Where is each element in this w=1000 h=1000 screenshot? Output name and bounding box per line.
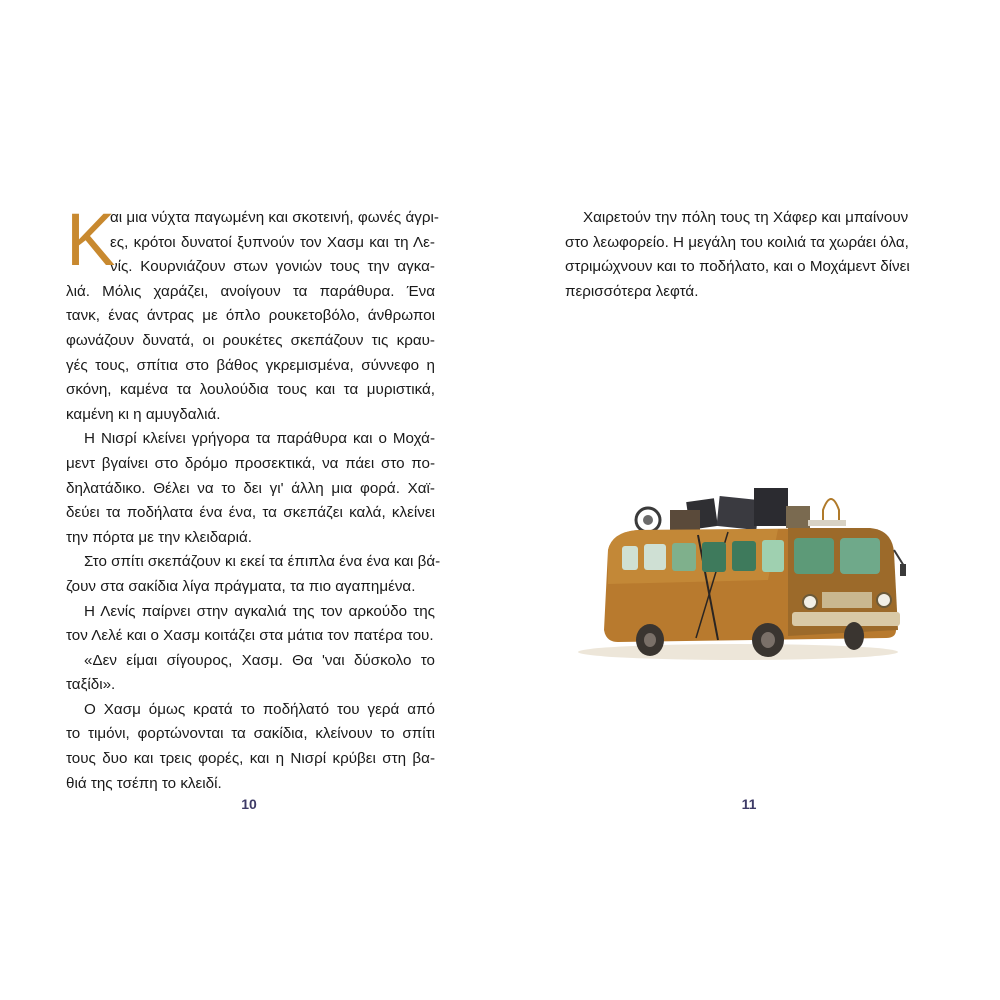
text-line: σκόνη, καμένα τα λουλούδια τους και τα μυριστικά, xyxy=(66,381,435,399)
page-number: 11 xyxy=(741,796,757,812)
headlight xyxy=(877,593,891,607)
text-line: φωνάζουν δυνατά, οι ρουκέτες σκεπάζουν τις κραυ- xyxy=(66,331,435,349)
headlight xyxy=(803,595,817,609)
right-page xyxy=(500,0,1000,1000)
text-line: αι μια νύχτα παγωμένη και σκοτεινή, φωνές άγρι- xyxy=(110,209,439,226)
text-line: καμένη κι η αμυγδαλιά. xyxy=(66,405,221,423)
text-line: μεντ βγαίνει στο δρόμο προσεκτικά, να πάει στο πο- xyxy=(66,454,435,472)
right-page-text xyxy=(565,206,910,304)
text-line: τους δυο και τρεις φορές, και η Νισρί κρύβει στη βα- xyxy=(66,750,435,768)
drop-cap: Κ xyxy=(66,198,116,281)
text-line: Ο Χασμ όμως κρατά το ποδήλατό του γερά από xyxy=(84,700,435,718)
page-number: 10 xyxy=(241,796,257,812)
text-line: στριμώχνουν και το ποδήλατο, και ο Μοχάμεντ δίνει xyxy=(565,258,910,276)
text-line: Χαιρετούν την πόλη τους τη Χάφερ και μπαίνουν xyxy=(583,209,909,226)
roof-luggage xyxy=(636,488,846,532)
text-line: Η Νισρί κλείνει γρήγορα τα παράθυρα και ο Μοχά- xyxy=(84,430,435,448)
text-line: ζουν στα σακίδια λίγα πράγματα, τα πιο αγαπημένα. xyxy=(66,577,416,595)
text-line: δεύει τα ποδήλατα ένα ένα, τα σκεπάζει καλά, κλείνει xyxy=(66,504,435,522)
left-page-text xyxy=(66,198,441,796)
text-line: τανκ, ένας άντρας με όπλο ρουκετοβόλο, άνθρωποι xyxy=(66,307,435,325)
text-line: ταξίδι». xyxy=(66,676,116,694)
text-line: στο λεωφορείο. Η μεγάλη του κοιλιά τα χωράει όλα, xyxy=(565,233,909,251)
text-line: την πόρτα με την κλειδαριά. xyxy=(66,528,252,546)
text-line: Στο σπίτι σκεπάζουν κι εκεί τα έπιπλα ένα ένα και βά- xyxy=(84,553,441,571)
text-line: νίς. Κουρνιάζουν στων γονιών τους την αγκα- xyxy=(110,258,435,276)
text-line: θιά της τσέπη το κλειδί. xyxy=(66,774,222,792)
text-line: Η Λενίς παίρνει στην αγκαλιά της τον αρκούδο της xyxy=(84,602,435,620)
text-line: το τιμόνι, φορτώνονται τα σακίδια, κλείνουν το σπίτι xyxy=(66,725,435,743)
bus-illustration xyxy=(578,480,908,670)
text-line: δηλατάδικο. Θέλει να το δει γι' άλλη μια φορά. Χαϊ- xyxy=(66,479,435,497)
text-line: τον Λελέ και ο Χασμ κοιτάζει στα μάτια τον πατέρα του. xyxy=(66,627,434,645)
text-line: γές τους, σπίτια στο βάθος γκρεμισμένα, σύννεφο η xyxy=(66,356,435,374)
text-line: λιά. Μόλις χαράζει, ανοίγουν τα παράθυρα. Ένα xyxy=(66,282,435,300)
text-line: «Δεν είμαι σίγουρος, Χασμ. Θα 'ναι δύσκολο το xyxy=(84,651,435,669)
text-line: ες, κρότοι δυνατοί ξυπνούν τον Χασμ και τη Λε- xyxy=(110,233,435,251)
text-line: περισσότερα λεφτά. xyxy=(565,282,699,300)
